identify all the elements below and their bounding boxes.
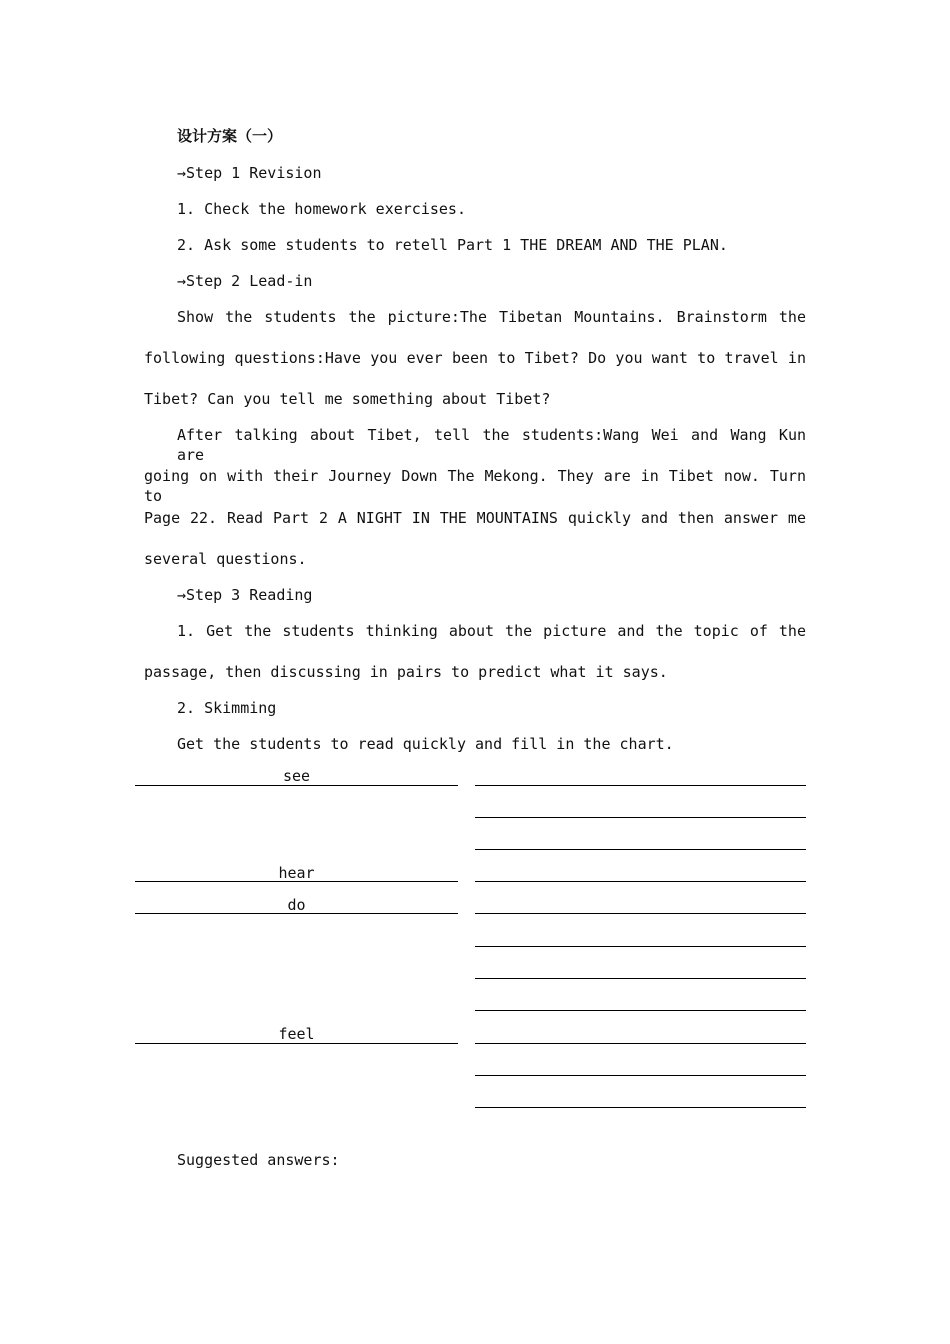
step3-item2: 2. Skimming (177, 699, 277, 717)
answer-line (135, 913, 458, 914)
suggested-answers-heading: Suggested answers: (177, 1151, 340, 1169)
answer-line (135, 785, 458, 786)
step1-item-1: 1. Check the homework exercises. (177, 200, 466, 218)
answer-line (475, 1010, 806, 1011)
answer-line (135, 1043, 458, 1044)
step2-heading: →Step 2 Lead-in (177, 272, 313, 290)
step3-item1-line1: 1. Get the students thinking about the picture and the topic of the (177, 622, 806, 640)
answer-line (475, 881, 806, 882)
chart-label-hear: hear (278, 864, 315, 882)
step2-para2-line3: Page 22. Read Part 2 A NIGHT IN THE MOUNTAINS quickly and then answer me (144, 509, 806, 527)
step2-para2-line2: going on with their Journey Down The Mekong. They are in Tibet now. Turn to (144, 467, 806, 505)
answer-line (475, 785, 806, 786)
chart-label-do: do (287, 896, 306, 914)
answer-line (475, 946, 806, 947)
section-title: 设计方案（一） (177, 127, 283, 145)
answer-line (475, 913, 806, 914)
answer-line (475, 849, 806, 850)
step1-heading: →Step 1 Revision (177, 164, 322, 182)
step3-item1-line2: passage, then discussing in pairs to predict what it says. (144, 663, 668, 681)
step1-item-2: 2. Ask some students to retell Part 1 THE DREAM AND THE PLAN. (177, 236, 728, 254)
chart-label-see: see (282, 767, 311, 785)
answer-line (475, 1075, 806, 1076)
step2-para2-line4: several questions. (144, 550, 307, 568)
step2-para1-line1: Show the students the picture:The Tibetan Mountains. Brainstorm the (177, 308, 806, 326)
answer-line (475, 1043, 806, 1044)
step2-para1-line3: Tibet? Can you tell me something about Tibet? (144, 390, 551, 408)
chart-label-feel: feel (278, 1025, 315, 1043)
step2-para2-line1: After talking about Tibet, tell the students:Wang Wei and Wang Kun are (177, 426, 806, 464)
step2-para1-line2: following questions:Have you ever been to Tibet? Do you want to travel in (144, 349, 806, 367)
answer-line (135, 881, 458, 882)
step3-heading: →Step 3 Reading (177, 586, 313, 604)
answer-line (475, 978, 806, 979)
step3-instruction: Get the students to read quickly and fill in the chart. (177, 735, 674, 753)
answer-line (475, 1107, 806, 1108)
answer-line (475, 817, 806, 818)
